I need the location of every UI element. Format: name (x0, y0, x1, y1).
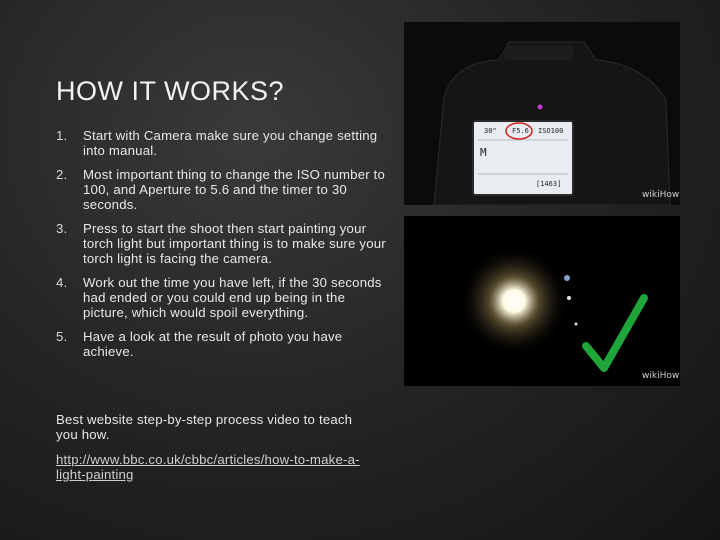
wikihow-watermark: wikiHow (642, 190, 680, 200)
step-item (56, 167, 386, 212)
step-text: Press to start the shoot then start painting your torch light but important thing is to make sure your torch light is facing the camera. (83, 221, 386, 266)
lcd-shutter: 30" (484, 127, 497, 135)
step-item (56, 128, 386, 158)
step-item (56, 221, 386, 266)
lcd-shots: [1463] (536, 180, 562, 188)
step-item (56, 329, 386, 359)
slide-title: HOW IT WORKS? (56, 76, 285, 106)
lcd-mode: M (480, 146, 487, 159)
step-number: 2. (56, 167, 68, 182)
bbc-link[interactable]: http://www.bbc.co.uk/cbbc/articles/how-to-make-a-light-painting (56, 452, 360, 482)
torch-glow (459, 246, 569, 356)
aperture-highlight-circle (474, 122, 572, 194)
lcd-aperture: F5.6 (512, 127, 529, 135)
step-text: Most important thing to change the ISO number to 100, and Aperture to 5.6 and the timer to 30 seconds. (83, 167, 386, 212)
result-photo-image (404, 216, 680, 386)
step-number: 4. (56, 275, 68, 290)
light-painting-result-photo (404, 216, 680, 386)
lcd-iso: ISO100 (538, 127, 564, 135)
step-number: 5. (56, 329, 68, 344)
step-text: Work out the time you have left, if the 30 seconds had ended or you could end up being in the picture, which would spoil everything. (83, 275, 382, 320)
website-note: Best website step-by-step process video to teach you how. (56, 412, 353, 442)
step-item (56, 275, 386, 320)
camera-settings-photo (404, 22, 680, 205)
step-text: Start with Camera make sure you change setting into manual. (83, 128, 378, 158)
step-text: Have a look at the result of photo you have achieve. (83, 329, 343, 359)
camera-lcd-screen (472, 120, 574, 196)
checkmark-icon (586, 298, 644, 368)
step-number: 1. (56, 128, 68, 143)
wikihow-watermark: wikiHow (642, 371, 680, 381)
step-number: 3. (56, 221, 68, 236)
steps-list (56, 128, 386, 368)
